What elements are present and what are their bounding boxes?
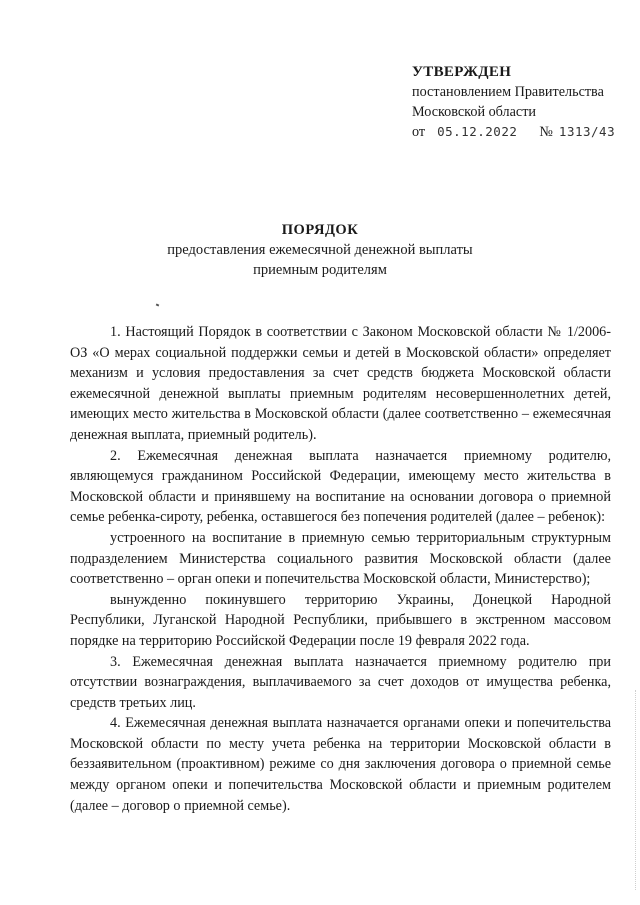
document-subtitle-line-1: предоставления ежемесячной денежной выплаты [167,242,473,258]
approval-date: 05.12.2022 [437,124,518,139]
paragraph-1: 1. Настоящий Порядок в соответствии с Законом Московской области № 1/2006-ОЗ «О мерах социальной поддержки семьи и детей в Московской области» определяет механизм и условия предоставления за счет средств бюджета Московской области ежемесячной денежной выплаты приемным родителям несовершеннолетних детей, имеющих место жительства в Московской области (далее соответственно – ежемесячная денежная выплата, приемный родитель). [70,324,611,443]
approval-number-label: № [539,124,553,140]
paragraph-2-item-1: устроенного на воспитание в приемную семью территориальным структурным подразделением Министерства социального развития Московской области (далее соответственно – орган опеки и попечительства Московской области, Министерство); [70,529,611,588]
paragraph-3: 3. Ежемесячная денежная выплата назначается приемному родителю при отсутствии вознаграждения, выплачиваемого за счет доходов от имущества ребенка, средств третьих лиц. [70,653,611,711]
approval-line-2: Московской области [412,104,537,120]
document-body [70,322,611,816]
approval-number: 1313/43 [558,124,616,139]
document-title: ПОРЯДОК [281,222,359,238]
document-subtitle-line-2: приемным родителям [253,262,387,278]
paragraph-2: 2. Ежемесячная денежная выплата назначается приемному родителю, являющемуся гражданином Российской Федерации, имеющему место жительства в Московской области и принявшему на воспитание на основании договора о приемной семье ребенка-сироту, ребенка, оставшегося без попечения родителей (далее – ребенок): [70,447,611,526]
scan-speck [156,303,160,306]
approval-date-row [412,122,632,142]
paragraph-4: 4. Ежемесячная денежная выплата назначается органами опеки и попечительства Московской области по месту учета ребенка на территории Московской области в беззаявительном (проактивном) режиме со дня заключения договора о приемной семье между органом опеки и попечительства Московской области и приемным родителем (далее – договор о приемной семье). [70,715,611,814]
scan-edge-marks [634,690,636,890]
approval-title: УТВЕРЖДЕН [412,64,512,80]
paragraph-2-item-2: вынужденно покинувшего территорию Украины, Донецкой Народной Республики, Луганской Народной Республики, прибывшего в экстренном массовом порядке на территорию Российской Федерации после 19 февраля 2022 года. [70,591,611,649]
document-heading [0,220,640,280]
approval-stamp-block [412,62,632,142]
approval-from-label: от [412,124,426,140]
approval-line-1: постановлением Правительства [412,84,604,100]
